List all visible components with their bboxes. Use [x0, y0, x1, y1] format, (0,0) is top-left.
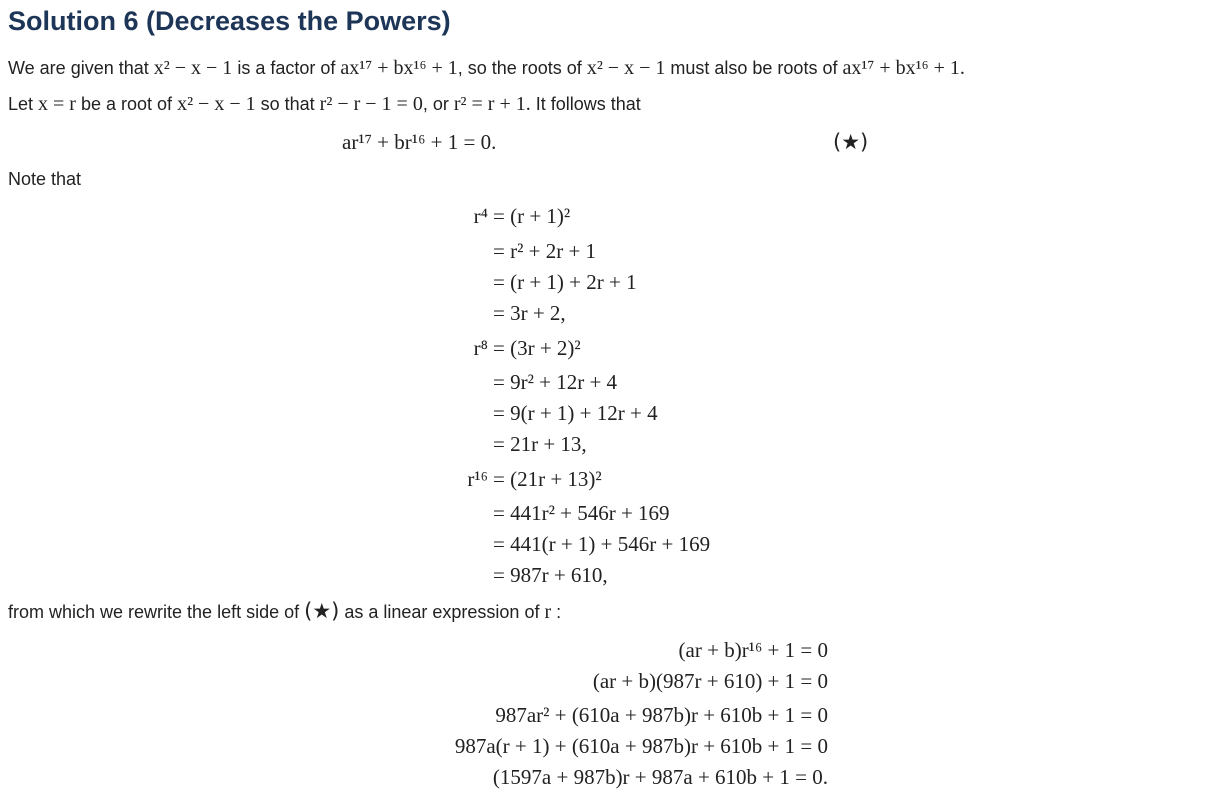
text-span: is a factor of — [232, 58, 341, 78]
derivation-rhs: = 9r² + 12r + 4 — [493, 370, 618, 394]
rewrite-paragraph — [8, 600, 561, 623]
text-span: We are given that — [8, 58, 154, 78]
final-equation-line: 987ar² + (610a + 987b)r + 610b + 1 = 0 — [495, 703, 828, 727]
text-span: Let — [8, 94, 39, 114]
text-span: must also be roots of — [665, 58, 843, 78]
text-span: from which we rewrite the left side of — [8, 602, 305, 622]
derivation-lhs: r⁴ — [473, 204, 488, 228]
derivation-rhs: = r² + 2r + 1 — [493, 239, 597, 263]
note-text: Note that — [8, 169, 82, 189]
math-span: r — [544, 601, 552, 623]
final-equation-line: (ar + b)(987r + 610) + 1 = 0 — [592, 669, 828, 693]
math-span: r² − r − 1 = 0 — [319, 93, 423, 115]
text-span: It follows that — [530, 94, 641, 114]
page-title: Solution 6 (Decreases the Powers) — [8, 6, 451, 36]
math-span: ax¹⁷ + bx¹⁶ + 1. — [842, 57, 965, 79]
derivation-rhs: = (r + 1) + 2r + 1 — [493, 270, 637, 294]
intro-paragraph — [8, 57, 965, 79]
derivation-rhs: = 441r² + 546r + 169 — [493, 501, 670, 525]
math-span: ax¹⁷ + bx¹⁶ + 1 — [340, 57, 458, 79]
derivation-rhs: = 21r + 13, — [493, 432, 587, 456]
derivation-rhs: = (r + 1)² — [493, 204, 571, 228]
text-span: as a linear expression of — [339, 602, 545, 622]
text-span: be a root of — [75, 94, 178, 114]
text-span: , so the roots of — [457, 58, 587, 78]
derivation-rhs: = 3r + 2, — [493, 301, 566, 325]
derivation-lhs: r¹⁶ — [467, 467, 488, 491]
derivation-lhs: r⁸ — [473, 336, 488, 360]
derivation-rhs: = 987r + 610, — [493, 563, 608, 587]
math-span: x² − x − 1 — [586, 57, 666, 79]
math-span: x = r — [38, 93, 76, 115]
final-equation-line: 987a(r + 1) + (610a + 987b)r + 610b + 1 = 0 — [454, 734, 828, 758]
derivation-rhs: = (21r + 13)² — [493, 467, 602, 491]
star-equation: ar¹⁷ + br¹⁶ + 1 = 0. — [342, 130, 497, 154]
final-equation-line: (1597a + 987b)r + 987a + 610b + 1 = 0. — [492, 765, 828, 789]
math-span: r² = r + 1. — [453, 93, 531, 115]
math-span: x² − x − 1 — [177, 93, 256, 115]
text-span: : — [551, 602, 562, 622]
math-span: x² − x − 1 — [153, 57, 233, 79]
root-paragraph — [8, 93, 641, 115]
final-equation-line: (ar + b)r¹⁶ + 1 = 0 — [678, 638, 828, 662]
text-span: , or — [422, 94, 454, 114]
derivation-rhs: = (3r + 2)² — [493, 336, 581, 360]
text-span: so that — [255, 94, 320, 114]
star-tag: (★) — [833, 130, 869, 154]
star-reference: (★) — [304, 599, 340, 623]
derivation-rhs: = 9(r + 1) + 12r + 4 — [493, 401, 658, 425]
derivation-rhs: = 441(r + 1) + 546r + 169 — [493, 532, 711, 556]
